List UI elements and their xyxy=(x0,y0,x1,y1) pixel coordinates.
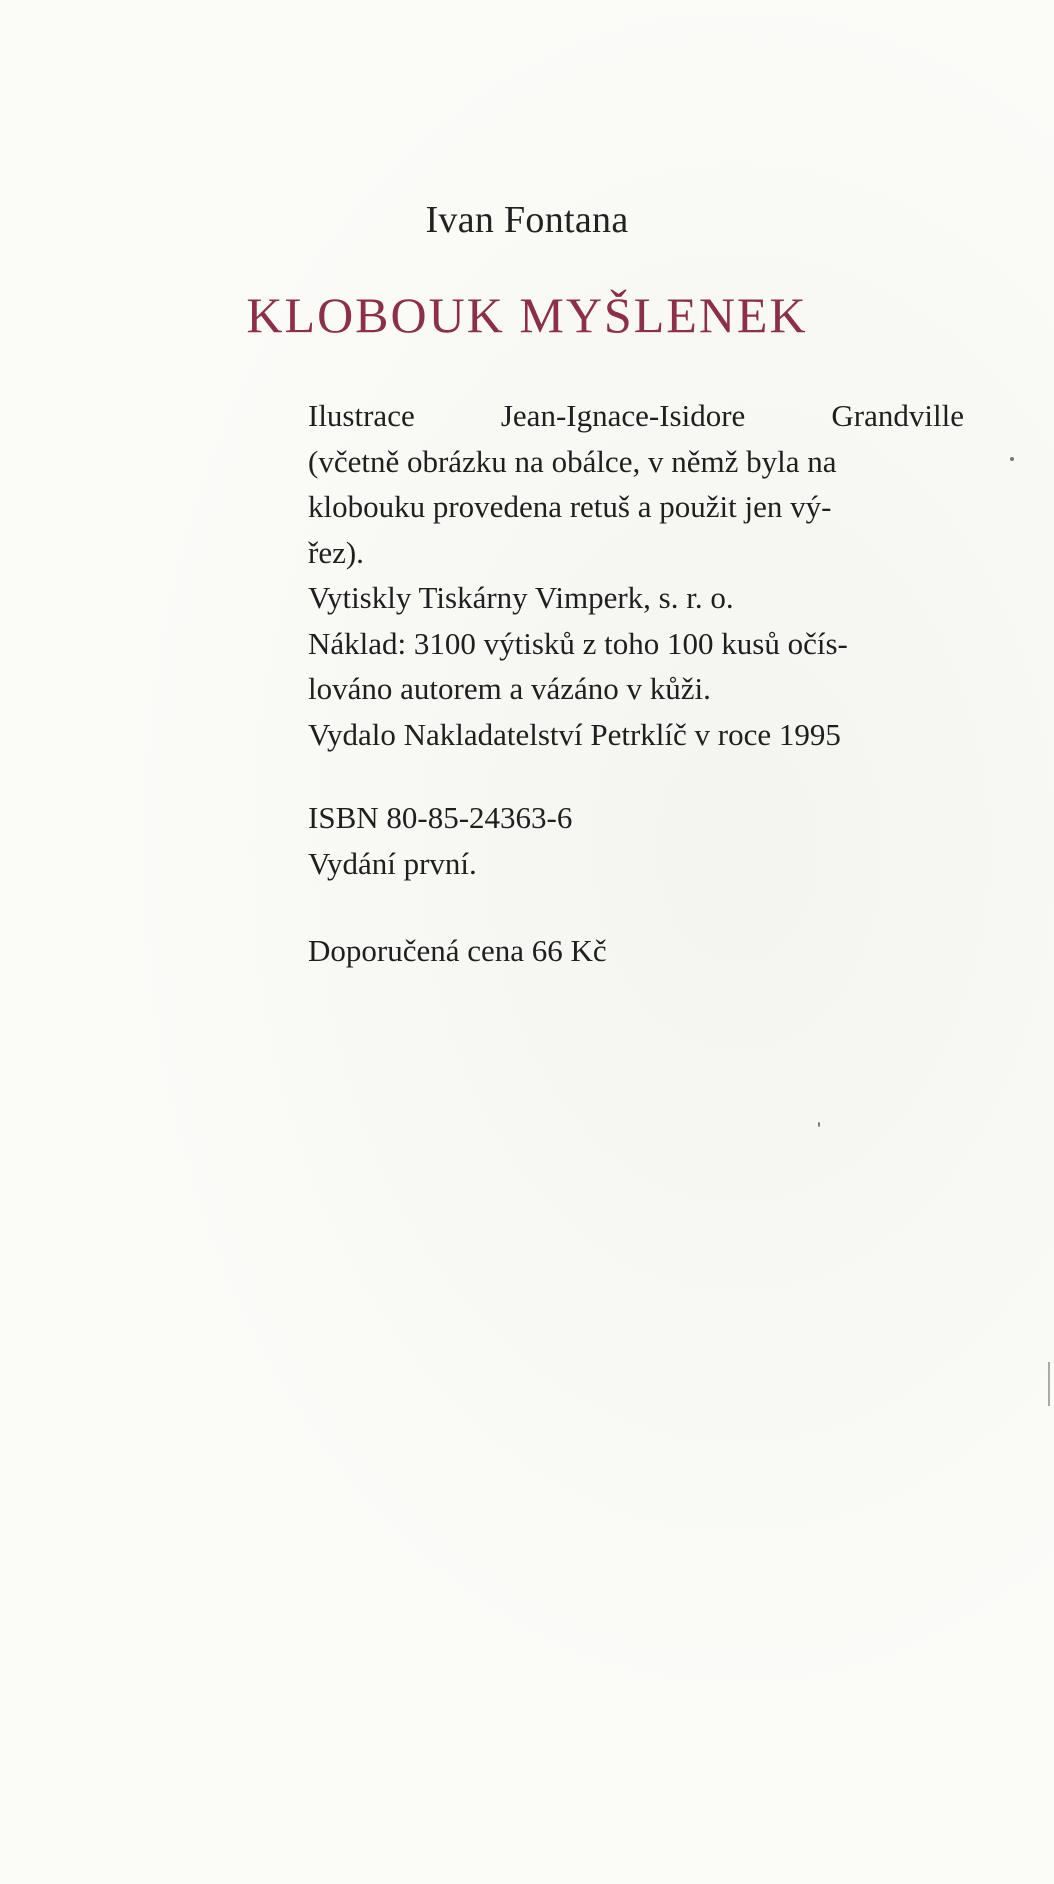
price-line: Doporučená cena 66 Kč xyxy=(308,933,607,968)
illustrations-word: Grandville xyxy=(831,398,964,433)
print-run-line-2: lováno autorem a vázáno v kůži. xyxy=(308,671,711,706)
isbn-line: ISBN 80-85-24363-6 xyxy=(308,800,573,835)
paper-speck xyxy=(818,1122,820,1127)
publisher-line: Vydalo Nakladatelství Petrklíč v roce 1995 xyxy=(308,716,841,752)
author-name: Ivan Fontana xyxy=(425,199,629,241)
print-run-line-1: Náklad: 3100 výtisků z toho 100 kusů očís- xyxy=(308,625,848,661)
colophon xyxy=(308,393,964,974)
illustrations-word: Ilustrace xyxy=(308,398,415,433)
paper-speck xyxy=(1010,457,1014,461)
illustrations-line-1 xyxy=(308,393,964,439)
paper-edge-mark xyxy=(1048,1362,1050,1406)
spacer xyxy=(308,886,964,928)
illustrations-line-4: řez). xyxy=(308,534,364,570)
book-title: KLOBOUK MYŠLENEK xyxy=(246,287,808,343)
illustrations-line-2: (včetně obrázku na obálce, v němž byla na xyxy=(308,443,837,479)
illustrations-line-3: klobouku provedena retuš a použit jen vý- xyxy=(308,489,832,524)
printer-line: Vytiskly Tiskárny Vimperk, s. r. o. xyxy=(308,580,734,615)
edition-line: Vydání první. xyxy=(308,845,477,881)
spacer xyxy=(308,757,964,795)
illustrations-word: Jean-Ignace-Isidore xyxy=(500,398,746,433)
